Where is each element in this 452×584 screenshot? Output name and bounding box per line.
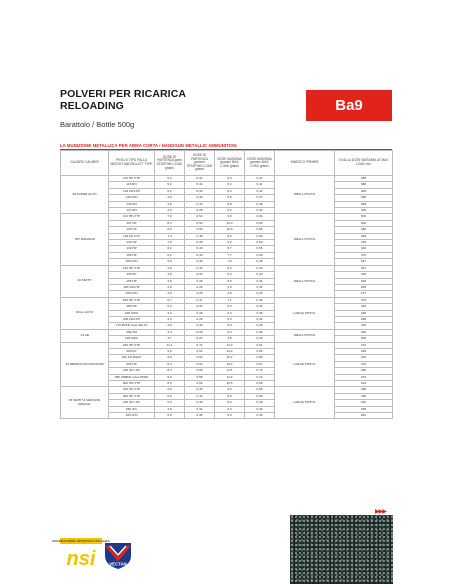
table-cell: 0,34 xyxy=(185,304,215,310)
section-title: LA MUNIZIONE METALLICA PER ARMA CORTA / HANDGUN METALLIC AMMUNITION xyxy=(60,143,237,148)
table-cell: 7,7 xyxy=(215,252,245,258)
table-cell: 0,64 xyxy=(185,348,215,354)
table-cell: 0,37 xyxy=(185,297,215,303)
caliber-cell: 38 SUPER AUTO xyxy=(61,176,109,214)
table-cell: 200 FMJ-FP xyxy=(109,316,155,322)
velocity-cell: 383 xyxy=(335,201,393,207)
table-cell: 180 HP-XTP xyxy=(109,387,155,393)
table-cell: 0,32 xyxy=(245,284,275,290)
table-row xyxy=(61,413,393,419)
table-cell: 200 FP xyxy=(109,348,155,354)
table-cell: 155 FP xyxy=(109,272,155,278)
velocity-cell: 315 xyxy=(335,323,393,329)
table-cell: 12,2 xyxy=(215,348,245,354)
table-cell: 8,3 xyxy=(155,361,185,367)
table-cell: 0,65 xyxy=(245,227,275,233)
table-cell: 8,3 xyxy=(155,220,185,226)
table-cell: 0,26 xyxy=(185,284,215,290)
table-cell: 0,40 xyxy=(185,246,215,252)
table-cell: 6,4 xyxy=(215,304,245,310)
table-cell: 4,9 xyxy=(215,284,245,290)
table-cell: 158 HP xyxy=(109,252,155,258)
table-cell: 180 SW-HP xyxy=(109,284,155,290)
table-cell: 0,30 xyxy=(185,201,215,207)
velocity-cell: 500 xyxy=(335,220,393,226)
table-cell: 115 HP-XTP xyxy=(109,176,155,182)
table-cell: 0,28 xyxy=(185,316,215,322)
table-cell: 8,5 xyxy=(215,393,245,399)
table-cell: 0,29 xyxy=(185,278,215,284)
velocity-cell: 388 xyxy=(335,176,393,182)
velocity-cell: 258 xyxy=(335,406,393,412)
table-cell: 6,2 xyxy=(155,246,185,252)
table-cell: 6,3 xyxy=(215,182,245,188)
table-cell: 200 HM xyxy=(109,329,155,335)
table-cell: 140 HP xyxy=(109,240,155,246)
velocity-cell: 420 xyxy=(335,348,393,354)
table-cell: 5,6 xyxy=(215,195,245,201)
powder-sample-image xyxy=(290,515,393,584)
product-code-badge: Ba9 xyxy=(306,90,392,121)
table-cell: 0,55 xyxy=(245,393,275,399)
table-cell: 0,51 xyxy=(185,214,215,220)
caliber-cell: 10mm AUTO xyxy=(61,297,109,329)
table-cell: 0,30 xyxy=(185,195,215,201)
table-cell: 0,41 xyxy=(245,176,275,182)
table-cell: 6,9 xyxy=(215,413,245,419)
table-cell: 170 BCFD Cast 40x 10 xyxy=(109,323,155,329)
table-cell: 7,4 xyxy=(155,233,185,239)
table-cell: 0,36 xyxy=(245,323,275,329)
table-cell: 0,54 xyxy=(185,381,215,387)
primer-cell: SMALL PISTOL xyxy=(275,329,335,342)
table-cell: 5,6 xyxy=(215,278,245,284)
velocity-cell: 433 xyxy=(335,240,393,246)
table-cell: 0,32 xyxy=(245,291,275,297)
table-cell: 11,0 xyxy=(215,374,245,380)
table-cell: 9,2 xyxy=(215,233,245,239)
table-cell: 0,34 xyxy=(185,176,215,182)
table-cell: 5,4 xyxy=(215,329,245,335)
table-cell: 0,40 xyxy=(245,272,275,278)
velocity-cell: 402 xyxy=(335,246,393,252)
table-cell: 4,3 xyxy=(155,329,185,335)
load-data-table xyxy=(60,150,393,419)
column-header: V0 ALLA DOSE MASSIMA AT MAX LOAD m/s xyxy=(335,151,393,176)
table-cell: 0,48 xyxy=(185,233,215,239)
velocity-cell: 409 xyxy=(335,188,393,194)
table-cell: 4,3 xyxy=(155,208,185,214)
table-cell: 225 HP xyxy=(109,361,155,367)
table-cell: 0,64 xyxy=(185,355,215,361)
primer-cell: SMALL PISTOL xyxy=(275,176,335,214)
table-cell: 0,64 xyxy=(245,214,275,220)
velocity-cell: 375 xyxy=(335,297,393,303)
vectan-logo xyxy=(103,540,133,570)
table-cell: 140 HP xyxy=(109,246,155,252)
table-cell: 0,52 xyxy=(185,227,215,233)
column-header: DOSE DI PARTENZA grani STARTING LOAD grains xyxy=(155,151,185,176)
velocity-cell: 277 xyxy=(335,291,393,297)
table-cell: 8,3 xyxy=(155,381,185,387)
velocity-cell: 402 xyxy=(335,355,393,361)
table-cell: 0,49 xyxy=(245,400,275,406)
nsi-logo-text: nsi xyxy=(66,548,96,570)
table-cell: 10,0 xyxy=(215,220,245,226)
table-cell: 0,54 xyxy=(185,220,215,226)
table-cell: 0,37 xyxy=(245,195,275,201)
vectan-logo-mark xyxy=(103,540,133,570)
table-cell: 10,0 xyxy=(215,227,245,233)
table-cell: 155 HP xyxy=(109,278,155,284)
caliber-cell: 44 REMINGTON MAGNUM xyxy=(61,342,109,387)
table-cell: 0,34 xyxy=(245,316,275,322)
table-cell: 0,34 xyxy=(245,208,275,214)
table-cell: 8,0 xyxy=(155,227,185,233)
table-cell: 0,91 xyxy=(245,342,275,348)
table-cell: 0,66 xyxy=(185,368,215,374)
table-cell: 250 IFG xyxy=(109,406,155,412)
table-cell: 6,4 xyxy=(215,188,245,194)
page-title-english: RELOADING xyxy=(60,100,124,112)
load-data-table-wrapper xyxy=(60,150,392,419)
table-cell: 0,34 xyxy=(185,188,215,194)
table-cell: 4,6 xyxy=(155,323,185,329)
table-cell: 240 JFC-SC xyxy=(109,400,155,406)
velocity-cell: 288 xyxy=(335,316,393,322)
column-header: INNESCO PRIMER xyxy=(275,151,335,176)
table-cell: 0,31 xyxy=(185,406,215,412)
table-cell: 0,48 xyxy=(245,259,275,265)
table-cell: 9,9 xyxy=(155,355,185,361)
table-cell: 5,2 xyxy=(155,182,185,188)
table-cell: 4,8 xyxy=(155,406,185,412)
table-cell: 0,80 xyxy=(245,355,275,361)
velocity-cell: 390 xyxy=(335,368,393,374)
velocity-cell: 310 xyxy=(335,400,393,406)
table-cell: 0,40 xyxy=(245,265,275,271)
table-cell: 125 HP xyxy=(109,227,155,233)
velocity-cell: 472 xyxy=(335,342,393,348)
primer-cell: LARGE PISTOL xyxy=(275,342,335,387)
primer-cell: SMALL PISTOL xyxy=(275,265,335,297)
caliber-cell: .41 AE xyxy=(61,329,109,342)
table-cell: 10,5 xyxy=(215,381,245,387)
table-cell: 0,40 xyxy=(185,252,215,258)
table-cell: 5,2 xyxy=(155,188,185,194)
velocity-cell: 337 xyxy=(335,265,393,271)
column-header: PESO E TIPO PALLA WEIGHT AND BULLET TYPE xyxy=(109,151,155,176)
more-indicator-arrows: ▶▶▶ xyxy=(375,509,386,515)
table-cell: 4,3 xyxy=(155,316,185,322)
table-cell: 5,2 xyxy=(215,208,245,214)
table-body xyxy=(61,176,393,419)
table-cell: 5,9 xyxy=(155,259,185,265)
velocity-cell: 388 xyxy=(335,182,393,188)
table-cell: 0,58 xyxy=(185,374,215,380)
primer-cell: LARGE PISTOL xyxy=(275,387,335,419)
table-cell: 7,1 xyxy=(215,297,245,303)
table-cell: 9,2 xyxy=(215,240,245,246)
table-cell: 3,7 xyxy=(155,336,185,342)
table-cell: 0,67 xyxy=(245,361,275,367)
table-cell: 11,5 xyxy=(215,368,245,374)
table-cell: 7,9 xyxy=(215,259,245,265)
table-cell: 195 SWC xyxy=(109,336,155,342)
table-cell: 6,2 xyxy=(155,252,185,258)
primer-cell: SMALL PISTOL xyxy=(275,214,335,265)
column-header: DOSE DI PARTENZA grammi STARTING LOAD grams xyxy=(185,151,215,176)
table-cell: 130 RN xyxy=(109,201,155,207)
velocity-cell: 281 xyxy=(335,413,393,419)
table-cell: 5,7 xyxy=(155,297,185,303)
table-cell: 9,0 xyxy=(155,374,185,380)
table-cell: 180 HP-XTP xyxy=(109,342,155,348)
table-cell: 200 SWC xyxy=(109,310,155,316)
velocity-cell: 300 xyxy=(335,329,393,335)
section-divider xyxy=(60,149,392,150)
column-header: CALIBRO CALIBER xyxy=(61,151,109,176)
table-cell: 4,9 xyxy=(155,265,185,271)
column-header: DOSE MASSIMA grammi MAX LOAD grains xyxy=(215,151,245,176)
page-title: POLVERI PER RICARICA xyxy=(60,88,187,100)
table-cell: 115 HP xyxy=(109,220,155,226)
table-cell: 0,30 xyxy=(185,323,215,329)
velocity-cell: 339 xyxy=(335,272,393,278)
table-cell: 4,6 xyxy=(155,195,185,201)
table-cell: 0,32 xyxy=(185,265,215,271)
table-cell: 200 FMJ xyxy=(109,291,155,297)
table-cell: 5,2 xyxy=(155,176,185,182)
table-cell: 12,2 xyxy=(215,355,245,361)
table-cell: 255 CRBNK Cast 45962 xyxy=(109,374,155,380)
velocity-cell: 335 xyxy=(335,208,393,214)
table-cell: 8,7 xyxy=(215,246,245,252)
table-cell: 9,9 xyxy=(155,348,185,354)
velocity-cell: 353 xyxy=(335,304,393,310)
table-cell: 180 FMJ xyxy=(109,259,155,265)
table-cell: 5,4 xyxy=(215,310,245,316)
velocity-cell: 460 xyxy=(335,227,393,233)
table-cell: 0,80 xyxy=(245,348,275,354)
table-cell: 0,28 xyxy=(185,310,215,316)
caliber-cell: .357 MAGNUM xyxy=(61,214,109,265)
velocity-cell: 390 xyxy=(335,195,393,201)
table-cell: 5,8 xyxy=(215,201,245,207)
table-cell: 8,3 xyxy=(155,368,185,374)
table-cell: 0,54 xyxy=(185,361,215,367)
table-cell: 8,6 xyxy=(215,387,245,393)
table-cell: 14,0 xyxy=(215,342,245,348)
nsi-logo xyxy=(52,538,110,572)
table-cell: 6,9 xyxy=(155,400,185,406)
table-cell: 0,60 xyxy=(245,233,275,239)
table-cell: 200 HP-XTP xyxy=(109,393,155,399)
table-cell: 0,75 xyxy=(245,368,275,374)
table-cell: 6,9 xyxy=(155,387,185,393)
table-cell: 4,6 xyxy=(215,336,245,342)
table-cell: 5,2 xyxy=(155,304,185,310)
table-cell: 4,9 xyxy=(215,291,245,297)
velocity-cell: 335 xyxy=(335,393,393,399)
table-cell: 9,8 xyxy=(215,214,245,220)
velocity-cell: 300 xyxy=(335,336,393,342)
table-cell: 110 HP-XTP xyxy=(109,214,155,220)
table-cell: 0,65 xyxy=(245,220,275,226)
table-cell: 5,0 xyxy=(215,323,245,329)
table-cell: 0,32 xyxy=(185,272,215,278)
table-cell: 0,56 xyxy=(245,246,275,252)
table-cell: 6,8 xyxy=(155,393,185,399)
table-cell: 220 FP-Match xyxy=(109,355,155,361)
table-cell: 0,24 xyxy=(185,336,215,342)
primer-cell: LARGE PISTOL xyxy=(275,297,335,329)
table-cell: 6,0 xyxy=(215,406,245,412)
velocity-cell: 370 xyxy=(335,374,393,380)
table-cell: 0,26 xyxy=(185,291,215,297)
table-cell: 0,56 xyxy=(245,387,275,393)
table-cell: 0,72 xyxy=(245,374,275,380)
table-cell: 0,36 xyxy=(245,278,275,284)
velocity-cell: 370 xyxy=(335,361,393,367)
table-cell: 0,35 xyxy=(245,310,275,316)
table-cell: 6,3 xyxy=(215,176,245,182)
table-cell: 4,9 xyxy=(155,272,185,278)
table-cell: 4,6 xyxy=(155,201,185,207)
table-cell: 0,38 xyxy=(185,259,215,265)
velocity-cell: 370 xyxy=(335,252,393,258)
velocity-cell: 338 xyxy=(335,387,393,393)
table-cell: 0,45 xyxy=(185,400,215,406)
table-cell: 7,9 xyxy=(155,214,185,220)
table-cell: 0,42 xyxy=(245,304,275,310)
table-cell: 130 FMJ xyxy=(109,195,155,201)
table-cell: 6,2 xyxy=(215,265,245,271)
velocity-cell: 285 xyxy=(335,284,393,290)
table-cell: 180 HP xyxy=(109,304,155,310)
table-cell: 0,50 xyxy=(245,252,275,258)
table-cell: 300 HP-XTP xyxy=(109,381,155,387)
table-cell: 10,2 xyxy=(215,361,245,367)
caliber-cell: 40 SMITH xyxy=(61,265,109,297)
table-cell: 0,28 xyxy=(185,329,215,335)
table-cell: 0,45 xyxy=(185,240,215,246)
table-cell: 0,68 xyxy=(245,381,275,387)
table-cell: 155 HP-XTP xyxy=(109,297,155,303)
velocity-cell: 463 xyxy=(335,233,393,239)
table-cell: 4,5 xyxy=(155,278,185,284)
nsi-logo-band: FEDERAZIONE SPORTIVA ITALIANA xyxy=(52,539,110,543)
table-cell: 0,45 xyxy=(245,413,275,419)
velocity-cell: 323 xyxy=(335,381,393,387)
table-cell: 0,35 xyxy=(245,329,275,335)
column-header: DOSE MASSIMA grammi MAX LOAD grams xyxy=(245,151,275,176)
table-cell: 0,60 xyxy=(245,240,275,246)
table-cell: 240 JFC-SC xyxy=(109,368,155,374)
title-block xyxy=(60,88,300,129)
table-cell: 147 RN xyxy=(109,208,155,214)
table-cell: 8,2 xyxy=(215,400,245,406)
table-cell: 0,28 xyxy=(185,208,215,214)
table-cell: 0,36 xyxy=(185,413,215,419)
table-cell: 6,2 xyxy=(215,272,245,278)
velocity-cell: 309 xyxy=(335,278,393,284)
table-cell: 124 FMJ-FP xyxy=(109,188,155,194)
table-cell: 0,34 xyxy=(185,182,215,188)
table-cell: 0,42 xyxy=(245,188,275,194)
table-cell: 0,45 xyxy=(185,387,215,393)
caliber-cell: 45 SMITH & WESSON SPECIAL xyxy=(61,387,109,419)
table-cell: 0,74 xyxy=(185,342,215,348)
vectan-logo-text: VECTAN xyxy=(109,561,127,567)
velocity-cell: 290 xyxy=(335,310,393,316)
table-cell: 4,0 xyxy=(155,291,185,297)
table-cell: 0,38 xyxy=(245,201,275,207)
page-subtitle: Barattolo / Bottle 500g xyxy=(60,120,135,129)
table-cell: 5,6 xyxy=(155,413,185,419)
velocity-cell: 500 xyxy=(335,214,393,220)
table-cell: 0,41 xyxy=(245,182,275,188)
table-header-row xyxy=(61,151,393,176)
nsi-logo-mark xyxy=(60,546,102,570)
table-cell: 4,3 xyxy=(155,310,185,316)
table-cell: 0,39 xyxy=(245,406,275,412)
table-cell: 7,0 xyxy=(155,240,185,246)
table-cell: 5,3 xyxy=(215,316,245,322)
table-cell: 135 HP-XTP xyxy=(109,265,155,271)
table-cell: 0,30 xyxy=(245,336,275,342)
table-cell: 11,4 xyxy=(155,342,185,348)
table-cell: 125 FP-XTP xyxy=(109,233,155,239)
table-cell: 4,0 xyxy=(155,284,185,290)
velocity-cell: 347 xyxy=(335,259,393,265)
table-cell: 0,46 xyxy=(245,297,275,303)
table-cell: 115 RN xyxy=(109,182,155,188)
table-cell: 255 LFN xyxy=(109,413,155,419)
table-cell: 0,44 xyxy=(185,393,215,399)
